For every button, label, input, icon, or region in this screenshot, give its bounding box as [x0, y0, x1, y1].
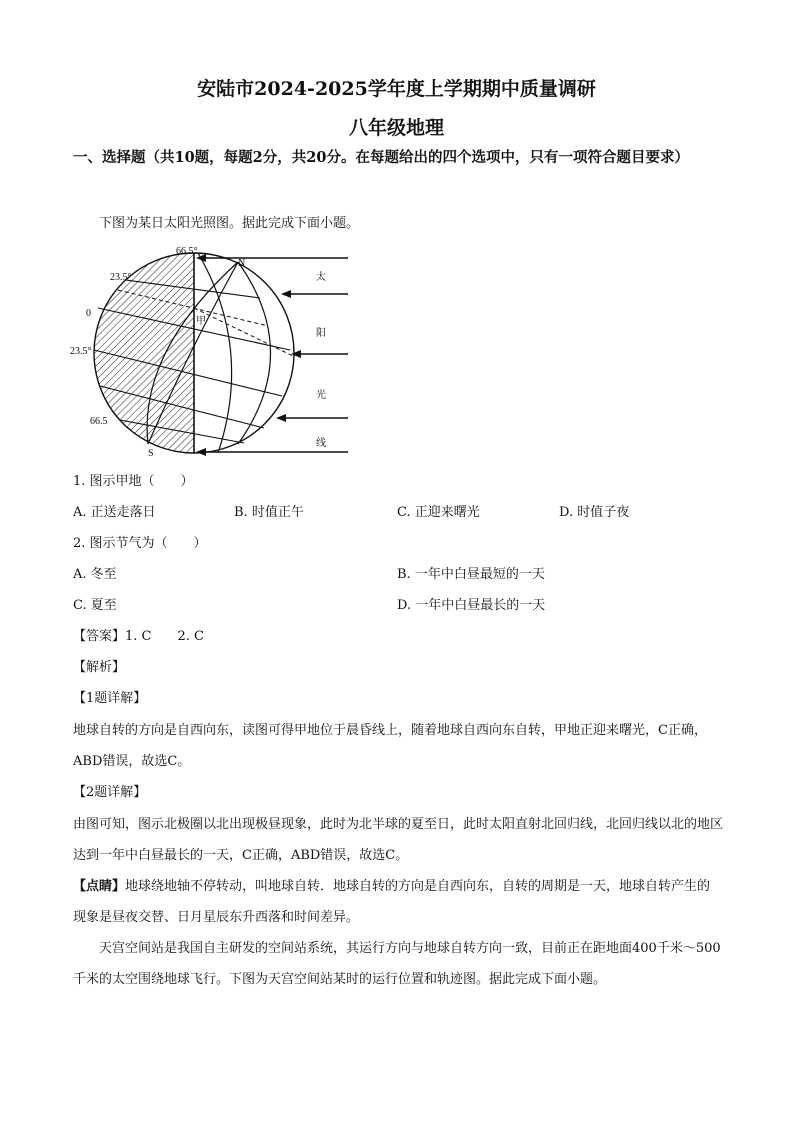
answer-line: 【答案】1. C 2. C	[73, 629, 204, 644]
sunlight-char-4: 线	[316, 438, 326, 449]
q1-option-c[interactable]: C. 正迎来曙光	[397, 505, 480, 520]
detail-1-text: 地球自转的方向是自西向东，读图可得甲地位于晨昏线上，随着地球自西向东自转，甲地正迎来曙光，C正确，ABD错误，故选C。	[73, 723, 707, 769]
question-1-stem: 1. 图示甲地（ ）	[73, 474, 194, 489]
q1-option-b[interactable]: B. 时值正午	[234, 505, 304, 520]
q2-option-d[interactable]: D. 一年中白昼最长的一天	[397, 598, 546, 613]
sunlight-char-3: 光	[316, 390, 326, 401]
page-subtitle: 八年级地理	[348, 117, 444, 139]
detail-2-heading: 【2题详解】	[73, 785, 147, 800]
lat-label-66-south: 66.5	[90, 416, 108, 427]
q2-option-b[interactable]: B. 一年中白昼最短的一天	[397, 567, 545, 582]
intro-question-group-1: 下图为某日太阳光照图。据此完成下面小题。	[99, 216, 360, 231]
page-title: 安陆市2024-2025学年度上学期期中质量调研	[197, 78, 596, 100]
sunlight-char-1: 太	[316, 272, 326, 283]
q1-option-a[interactable]: A. 正送走落日	[73, 505, 156, 520]
lat-label-23-south: 23.5°	[70, 346, 92, 357]
intro-question-group-2: 天宫空间站是我国自主研发的空间站系统，其运行方向与地球自转方向一致，目前正在距地面400千米～500千米的太空围绕地球飞行。下图为天宫空间站某时的运行位置和轨迹图。据此完成下面小题。	[73, 941, 721, 987]
lat-label-23-north: 23.5°	[110, 272, 132, 283]
tip-paragraph	[73, 871, 723, 933]
detail-1-heading: 【1题详解】	[73, 691, 147, 706]
q2-option-c[interactable]: C. 夏至	[73, 598, 117, 613]
section-heading: 一、选择题（共10题，每题2分，共20分。在每题给出的四个选项中，只有一项符合题目要求）	[73, 149, 689, 166]
detail-2-text: 由图可知，图示北极圈以北出现极昼现象，此时为北半球的夏至日，此时太阳直射北回归线，北回归线以北的地区达到一年中白昼最长的一天，C正确，ABD错误，故选C。	[73, 817, 724, 863]
sun-rays	[198, 258, 348, 452]
point-jia-label: 甲	[196, 316, 206, 327]
lat-label-equator: 0	[86, 308, 91, 319]
south-pole-label: S	[148, 448, 154, 459]
q1-option-d[interactable]: D. 时值子夜	[559, 505, 630, 520]
north-pole-label: N	[238, 258, 246, 269]
tip-text: 地球绕地轴不停转动，叫地球自转．地球自转的方向是自西向东，自转的周期是一天，地球自转产生的现象是昼夜交替、日月星辰东升西落和时间差异。	[73, 879, 711, 925]
analysis-heading: 【解析】	[73, 660, 126, 675]
tip-label: 【点睛】	[73, 879, 126, 894]
q2-option-a[interactable]: A. 冬至	[73, 567, 117, 582]
lat-label-66-north: 66.5°	[176, 246, 198, 257]
question-2-stem: 2. 图示节气为（ ）	[73, 536, 207, 551]
sunlight-illumination-diagram	[68, 238, 353, 460]
sun-ray-arrowheads	[196, 254, 301, 456]
sunlight-char-2: 阳	[316, 328, 326, 339]
